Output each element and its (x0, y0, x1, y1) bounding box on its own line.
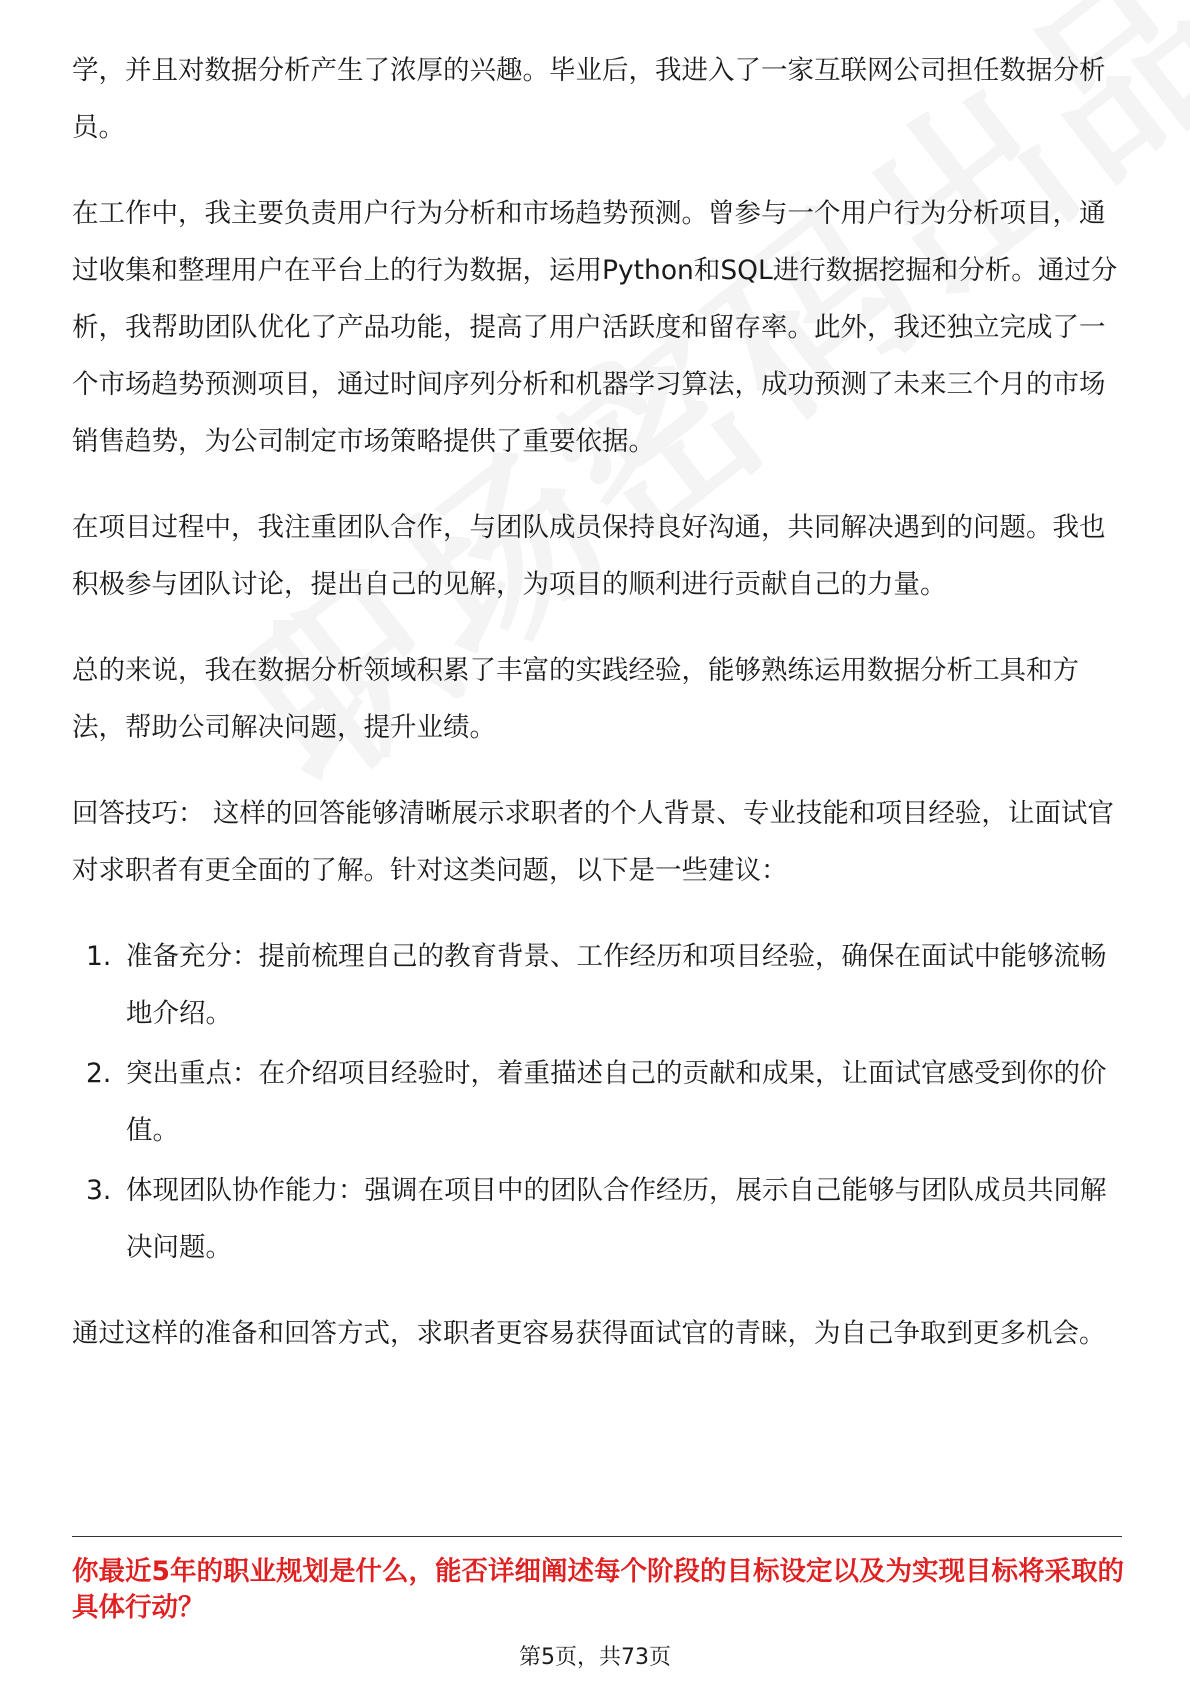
list-item-text: 准备充分：提前梳理自己的教育背景、工作经历和项目经验，确保在面试中能够流畅地介绍。 (126, 941, 1107, 1029)
section-divider (72, 1536, 1122, 1537)
list-item-number: 3. (86, 1175, 112, 1206)
paragraph-answer-tips: 回答技巧： 这样的回答能够清晰展示求职者的个人背景、专业技能和项目经验，让面试官对求职者有更全面的了解。针对这类问题，以下是一些建议： (72, 798, 1114, 886)
page-number-footer: 第5页，共73页 (519, 1645, 671, 1670)
list-item-text: 突出重点：在介绍项目经验时，着重描述自己的贡献和成果，让面试官感受到你的价值。 (126, 1058, 1107, 1146)
paragraph-teamwork: 在项目过程中，我注重团队合作，与团队成员保持良好沟通，共同解决遇到的问题。我也积极参与团队讨论，提出自己的见解，为项目的顺利进行贡献自己的力量。 (72, 512, 1106, 600)
list-item-number: 1. (86, 941, 112, 972)
paragraph-background: 学，并且对数据分析产生了浓厚的兴趣。毕业后，我进入了一家互联网公司担任数据分析员。 (72, 55, 1106, 143)
paragraph-closing: 通过这样的准备和回答方式，求职者更容易获得面试官的青睐，为自己争取到更多机会。 (72, 1318, 1106, 1349)
paragraph-work-experience: 在工作中，我主要负责用户行为分析和市场趋势预测。曾参与一个用户行为分析项目，通过收集和整理用户在平台上的行为数据，运用Python和SQL进行数据挖掘和分析。通过分析，我帮助团队优化了产品功能，提高了用户活跃度和留存率。此外，我还独立完成了一个市场趋势预测项目，通过时间序列分析和机器学习算法，成功预测了未来三个月的市场销售趋势，为公司制定市场策略提供了重要依据。 (72, 198, 1118, 457)
next-question-heading: 你最近5年的职业规划是什么，能否详细阐述每个阶段的目标设定以及为实现目标将采取的具体行动？ (72, 1556, 1124, 1623)
paragraph-summary: 总的来说，我在数据分析领域积累了丰富的实践经验，能够熟练运用数据分析工具和方法，帮助公司解决问题，提升业绩。 (72, 655, 1079, 743)
list-item-text: 体现团队协作能力：强调在项目中的团队合作经历，展示自己能够与团队成员共同解决问题。 (126, 1175, 1107, 1263)
list-item (72, 928, 1122, 1042)
page-content (72, 42, 1122, 1391)
tips-list (72, 928, 1122, 1276)
list-item (72, 1162, 1122, 1276)
list-item (72, 1045, 1122, 1159)
list-item-number: 2. (86, 1058, 112, 1089)
